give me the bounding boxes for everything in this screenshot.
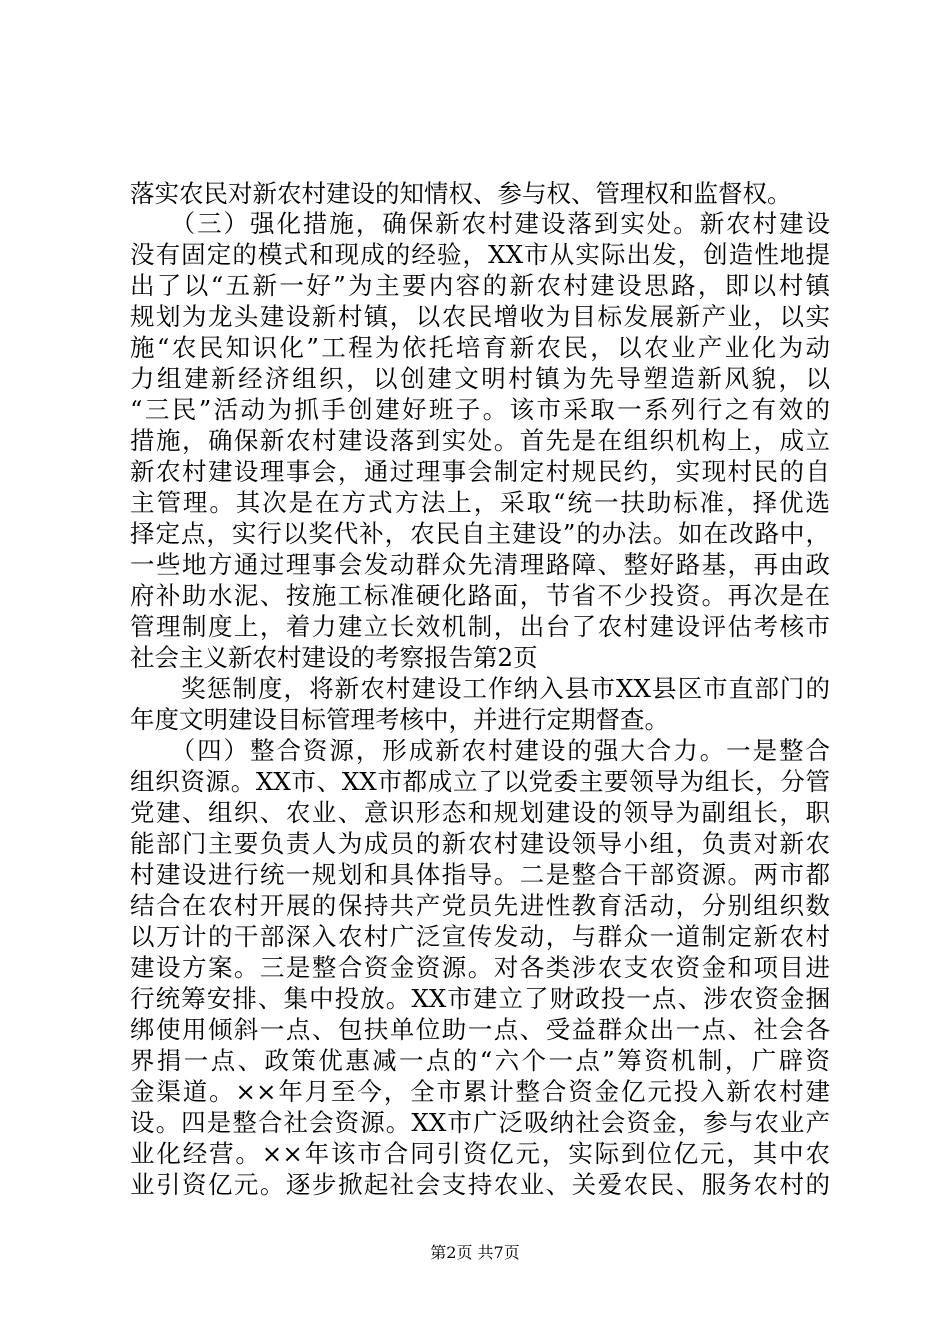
paragraph-line: 组织资源。XX市、XX市都成立了以党委主要领导为组长，分管 [130, 767, 830, 796]
paragraph-line: 党建、组织、农业、意识形态和规划建设的领导为副组长，职 [130, 798, 830, 827]
paragraph-line: 择定点，实行以奖代补，农民自主建设”的办法。如在改路中， [130, 519, 830, 548]
paragraph-line: 力组建新经济组织，以创建文明村镇为先导塑造新风貌，以 [130, 364, 830, 393]
paragraph-line: 出了以“五新一好”为主要内容的新农村建设思路，即以村镇 [130, 271, 830, 300]
paragraph-line: 界捐一点、政策优惠减一点的“六个一点”筹资机制，广辟资 [130, 1046, 830, 1075]
page-number-footer: 第2页 共7页 [430, 1243, 520, 1262]
section-heading: 社会主义新农村建设的考察报告第2页 [130, 643, 538, 672]
paragraph-line: 金渠道。××年月至今，全市累计整合资金亿元投入新农村建 [130, 1077, 830, 1106]
paragraph-line: 一些地方通过理事会发动群众先清理路障、整好路基，再由政 [130, 550, 830, 579]
paragraph-line: 新农村建设理事会，通过理事会制定村规民约，实现村民的自 [130, 457, 830, 486]
paragraph-line: “三民”活动为抓手创建好班子。该市采取一系列行之有效的 [130, 395, 830, 424]
paragraph-line: 结合在农村开展的保持共产党员先进性教育活动，分别组织数 [130, 891, 830, 920]
paragraph-line: 绑使用倾斜一点、包扶单位助一点、受益群众出一点、社会各 [130, 1015, 830, 1044]
paragraph-line: 没有固定的模式和现成的经验，XX市从实际出发，创造性地提 [130, 240, 830, 269]
paragraph-line: 奖惩制度，将新农村建设工作纳入县市XX县区市直部门的 [130, 674, 830, 703]
paragraph-line: 村建设进行统一规划和具体指导。二是整合干部资源。两市都 [130, 860, 830, 889]
paragraph-line: （三）强化措施，确保新农村建设落到实处。新农村建设 [130, 209, 830, 238]
paragraph-line: 施“农民知识化”工程为依托培育新农民，以农业产业化为动 [130, 333, 830, 362]
paragraph-line: 设。四是整合社会资源。XX市广泛吸纳社会资金，参与农业产 [130, 1108, 830, 1137]
paragraph-line: （四）整合资源，形成新农村建设的强大合力。一是整合 [130, 736, 830, 765]
paragraph-line: 建设方案。三是整合资金资源。对各类涉农支农资金和项目进 [130, 953, 830, 982]
paragraph-line: 措施，确保新农村建设落到实处。首先是在组织机构上，成立 [130, 426, 830, 455]
paragraph-line: 业引资亿元。逐步掀起社会支持农业、关爱农民、服务农村的 [130, 1170, 830, 1199]
paragraph-line: 年度文明建设目标管理考核中，并进行定期督查。 [130, 705, 669, 734]
paragraph-line: 府补助水泥、按施工标准硬化路面，节省不少投资。再次是在 [130, 581, 830, 610]
paragraph-line: 以万计的干部深入农村广泛宣传发动，与群众一道制定新农村 [130, 922, 830, 951]
paragraph-line: 业化经营。××年该市合同引资亿元，实际到位亿元，其中农 [130, 1139, 830, 1168]
paragraph-line: 能部门主要负责人为成员的新农村建设领导小组，负责对新农 [130, 829, 830, 858]
paragraph-line: 规划为龙头建设新村镇，以农民增收为目标发展新产业，以实 [130, 302, 830, 331]
paragraph-line: 主管理。其次是在方式方法上，采取“统一扶助标准，择优选 [130, 488, 830, 517]
paragraph-line: 落实农民对新农村建设的知情权、参与权、管理权和监督权。 [130, 179, 792, 208]
paragraph-line: 管理制度上，着力建立长效机制，出台了农村建设评估考核市 [130, 612, 830, 641]
paragraph-line: 行统筹安排、集中投放。XX市建立了财政投一点、涉农资金捆 [130, 984, 830, 1013]
